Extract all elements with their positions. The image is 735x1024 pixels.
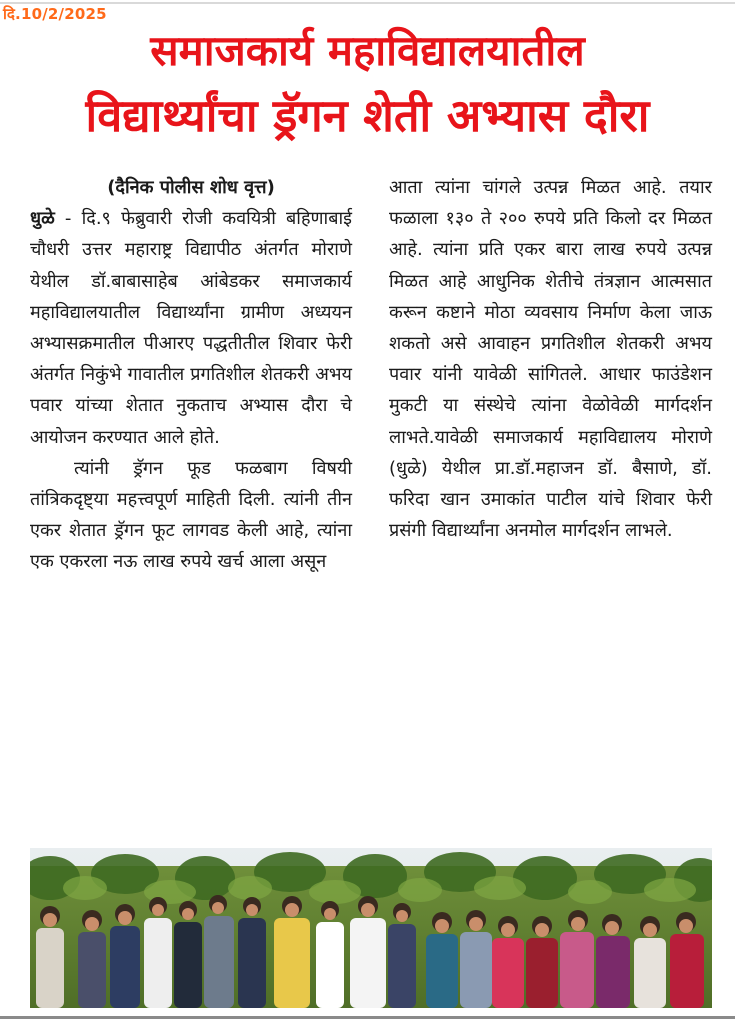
top-rule: [0, 2, 735, 4]
article-column-right: [389, 172, 712, 546]
article-paragraph-2: त्यांनी ड्रॅगन फूड फळबाग विषयी तांत्रिकदृष्ट्या महत्त्वपूर्ण माहिती दिली. त्यांनी तीन एकर शेतात ड्रॅगन फूट लागवड केली आहे, त्यांना एक एकरला नऊ लाख रुपये खर्च आला असून: [30, 457, 352, 573]
group-photo-image: [30, 848, 712, 1008]
paragraph-1-text: - दि.९ फेब्रुवारी रोजी कवयित्री बहिणाबाई चौधरी उत्तर महाराष्ट्र विद्यापीठ अंतर्गत मोराणे येथील डॉ.बाबासाहेब आंबेडकर समाजकार्य महाविद्यालयातील विद्यार्थ्यांना ग्रामीण अध्ययन अभ्यासक्रमातील पीआरए पद्धतीतील शिवार फेरी अंतर्गत निकुंभे गावातील प्रगतिशील शेतकरी अभय पवार यांच्या शेतात नुकताच अभ्यास दौरा चे आयोजन करण्यात आले होते.: [30, 208, 352, 448]
date-stamp: दि.10/2/2025: [3, 5, 107, 23]
article-paragraph-3: आता त्यांना चांगले उत्पन्न मिळत आहे. तयार फळाला १३० ते २०० रुपये प्रति किलो दर मिळत आहे. त्यांना प्रति एकर बारा लाख रुपये उत्पन्न मिळत आहे आधुनिक शेतीचे तंत्रज्ञान आत्मसात करून कष्टाने मोठा व्यवसाय निर्माण केला जाऊ शकतो असे आवाहन प्रगतिशील शेतकरी अभय पवार यांनी यावेळी सांगितले. आधार फाउंडेशन मुकटी या संस्थेचे त्यांना वेळोवेळी मार्गदर्शन लाभते.यावेळी समाजकार्य महाविद्यालय मोराणे (धुळे) येथील प्रा.डॉ.महाजन डॉ. बैसाणे, डॉ. फरिदा खान उमाकांत पाटील यांचे शिवार फेरी प्रसंगी विद्यार्थ्यांना अनमोल मार्गदर्शन लाभले.: [389, 177, 712, 542]
headline-line-2: विद्यार्थ्यांचा ड्रॅगन शेती अभ्यास दौरा: [85, 89, 650, 142]
headline-line-1: समाजकार्य महाविद्यालयातील: [150, 26, 585, 75]
group-photo: [30, 848, 712, 1008]
article-column-left: [30, 172, 352, 578]
dateline-place: धुळे: [30, 208, 55, 230]
article-paragraph-1: [30, 203, 352, 453]
bottom-rule: [0, 1016, 735, 1019]
byline: (दैनिक पोलीस शोध वृत्त): [107, 177, 275, 198]
